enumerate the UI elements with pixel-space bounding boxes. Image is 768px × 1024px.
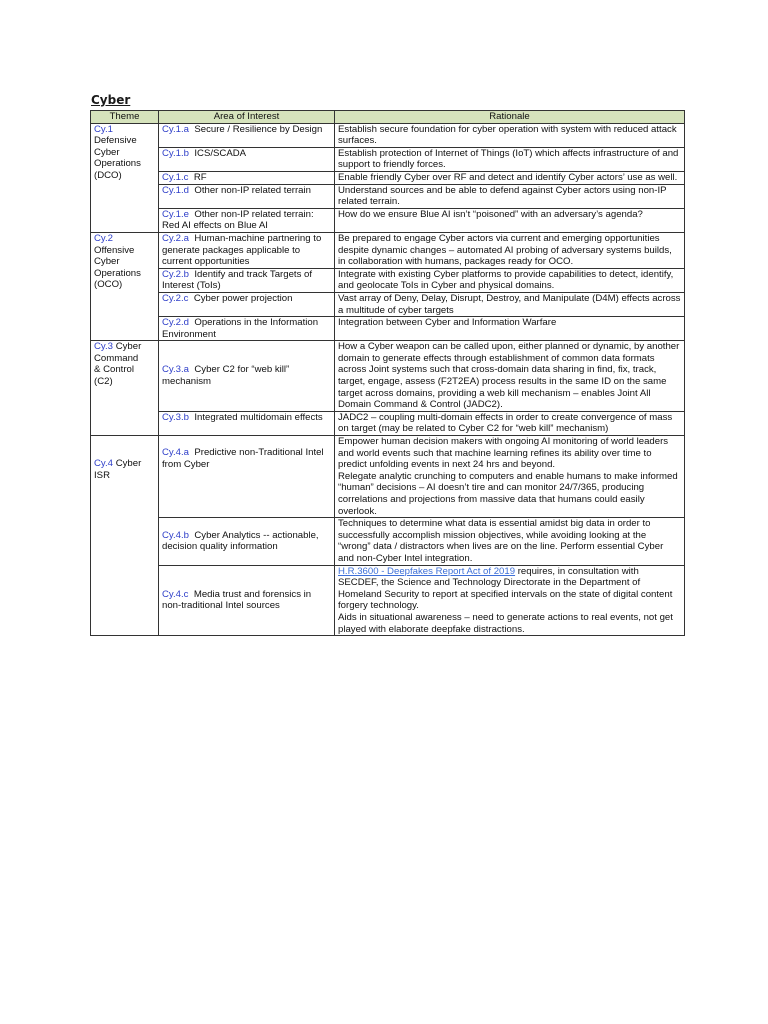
area-code: Cy.1.a (162, 123, 190, 135)
area-text: RF (193, 171, 207, 183)
theme-name: Cyber ISR (94, 458, 142, 481)
table-row (91, 232, 685, 268)
theme-name: Offensive Cyber Operations (OCO) (94, 244, 141, 291)
rationale-cell (335, 565, 685, 636)
area-code: Cy.1.e (162, 208, 190, 220)
table-row (91, 341, 685, 412)
area-text: Identify and track Targets of Interest (ToIs) (162, 268, 313, 292)
cyber-table (90, 110, 685, 636)
theme-cell-cy4 (91, 436, 159, 636)
area-text: Cyber C2 for “web kill” mechanism (162, 364, 290, 388)
table-row (91, 147, 685, 171)
area-text: ICS/SCADA (194, 147, 247, 159)
area-text: Other non-IP related terrain (194, 184, 311, 196)
area-text: Other non-IP related terrain: Red AI effects on Blue AI (162, 208, 314, 232)
area-code: Cy.1.c (162, 171, 189, 183)
area-cell (159, 171, 335, 184)
table-row (91, 436, 685, 518)
area-text: Operations in the Information Environment (162, 317, 319, 340)
area-cell (159, 123, 335, 147)
area-code: Cy.2.a (162, 232, 190, 244)
table-row (91, 411, 685, 435)
rationale-cell: How a Cyber weapon can be called upon, either planned or dynamic, by another domain to generate effects through establishment of common data formats across Joint systems such that cross-domain data sharing in find, fix, track, target, engage, assess (F2T2EA) process results in the same ID on the same target across domains, providing a web kill mechanism – enables Joint All Domain Command & Control (JADC2). (335, 341, 685, 412)
deepfakes-report-link[interactable]: H.R.3600 - Deepfakes Report Act of 2019 (338, 565, 516, 577)
rationale-cell: Integration between Cyber and Information Warfare (335, 317, 685, 341)
column-header-area: Area of Interest (159, 111, 335, 124)
column-header-rationale: Rationale (335, 111, 685, 124)
table-row (91, 171, 685, 184)
rationale-cell: Vast array of Deny, Delay, Disrupt, Destroy, and Manipulate (D4M) effects across a multitude of cyber targets (335, 292, 685, 316)
area-text: Cyber power projection (193, 292, 293, 304)
rationale-text: requires, in consultation with SECDEF, the Science and Technology Directorate in the Department of Homeland Security to report at specified intervals on the state of digital content forgery technology. Aids in situational awareness – need to generate actions to real events, not get played with elaborate deepfake distractions. (338, 565, 673, 635)
theme-name: Defensive Cyber Operations (DCO) (94, 135, 141, 181)
table-row (91, 518, 685, 565)
area-cell (159, 518, 335, 565)
theme-code: Cy.3 (94, 341, 114, 353)
table-row (91, 208, 685, 232)
area-cell (159, 317, 335, 341)
area-cell (159, 232, 335, 268)
area-code: Cy.1.d (162, 184, 190, 196)
table-row (91, 123, 685, 147)
rationale-cell: Techniques to determine what data is essential amidst big data in order to successfully accomplish mission objectives, while avoiding looking at the “wrong” data / distractors when lives are on the line. Perform essential Cyber and non-Cyber Intel integration. (335, 518, 685, 565)
area-code: Cy.2.d (162, 317, 190, 329)
area-text: Integrated multidomain effects (194, 411, 323, 423)
theme-cell-cy3 (91, 341, 159, 436)
table-row (91, 317, 685, 341)
area-code: Cy.2.c (162, 292, 189, 304)
theme-code: Cy.4 (94, 458, 114, 470)
area-cell (159, 184, 335, 208)
rationale-cell: Understand sources and be able to defend against Cyber actors using non-IP related terrain. (335, 184, 685, 208)
table-row (91, 565, 685, 636)
table-row (91, 268, 685, 292)
rationale-cell: JADC2 – coupling multi-domain effects in order to create convergence of mass on target (may be related to Cyber C2 for “web kill” mechanism) (335, 411, 685, 435)
table-header-row (91, 111, 685, 124)
area-code: Cy.2.b (162, 268, 190, 280)
rationale-cell: Establish secure foundation for cyber operation with system with reduced attack surfaces. (335, 123, 685, 147)
area-cell (159, 292, 335, 316)
rationale-cell: Empower human decision makers with ongoing AI monitoring of world leaders and world events such that machine learning refines its ability over time to predict unfolding events in next 24 hrs and beyond. Relegate analytic crunching to computers and enable humans to make informed “human” decisions – AI doesn’t tire and can monitor 24/7/365, producing correlations and projections from massive data that humans could easily overlook. (335, 436, 685, 518)
theme-code: Cy.2 (94, 232, 114, 244)
area-cell (159, 268, 335, 292)
area-cell (159, 436, 335, 518)
area-text: Secure / Resilience by Design (194, 123, 323, 135)
rationale-cell: Be prepared to engage Cyber actors via current and emerging opportunities despite dynamic changes – automated AI probing of adversary systems builds, in collaboration with humans, packages ready for OCO. (335, 232, 685, 268)
area-cell (159, 341, 335, 412)
area-code: Cy.1.b (162, 147, 190, 159)
rationale-cell: Establish protection of Internet of Things (IoT) which affects infrastructure of and support to friendly forces. (335, 147, 685, 171)
rationale-cell: Integrate with existing Cyber platforms to provide capabilities to detect, identify, and geolocate ToIs in Cyber and physical domains. (335, 268, 685, 292)
theme-code: Cy.1 (94, 123, 114, 135)
area-cell (159, 565, 335, 636)
area-code: Cy.3.b (162, 411, 190, 423)
area-text: Media trust and forensics in non-traditional Intel sources (162, 588, 312, 612)
theme-cell-cy1 (91, 123, 159, 232)
area-code: Cy.4.a (162, 447, 190, 459)
column-header-theme: Theme (91, 111, 159, 124)
area-text: Predictive non-Traditional Intel from Cyber (162, 447, 324, 470)
table-row (91, 184, 685, 208)
table-row (91, 292, 685, 316)
area-code: Cy.4.b (162, 529, 190, 541)
rationale-cell: Enable friendly Cyber over RF and detect and identify Cyber actors’ use as well. (335, 171, 685, 184)
area-text: Cyber Analytics -- actionable, decision quality information (162, 529, 319, 553)
area-cell (159, 208, 335, 232)
rationale-cell: How do we ensure Blue AI isn’t “poisoned” with an adversary’s agenda? (335, 208, 685, 232)
page-title: Cyber (91, 93, 131, 107)
theme-name: Cyber Command & Control (C2) (94, 341, 142, 388)
theme-cell-cy2 (91, 232, 159, 340)
area-cell (159, 411, 335, 435)
area-code: Cy.3.a (162, 364, 190, 376)
area-code: Cy.4.c (162, 588, 189, 600)
area-cell (159, 147, 335, 171)
area-text: Human-machine partnering to generate packages applicable to current opportunities (162, 232, 322, 268)
